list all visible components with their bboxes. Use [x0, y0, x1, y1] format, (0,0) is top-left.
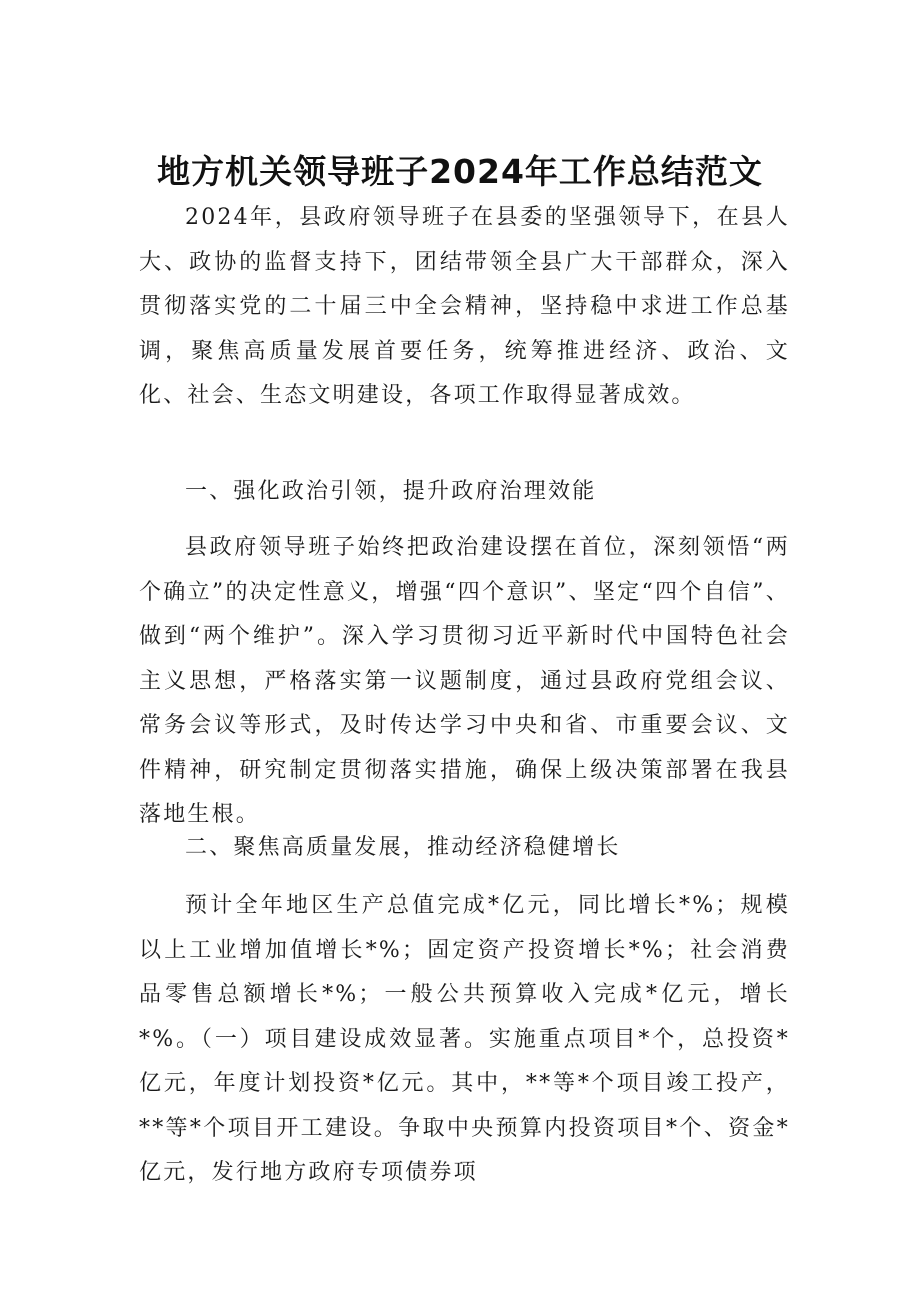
section-heading-1: 一、强化政治引领，提升政府治理效能: [185, 479, 597, 504]
section-paragraph-2: 预计全年地区生产总值完成*亿元，同比增长*%；规模以上工业增加值增长*%；固定资产投资增长*%；社会消费品零售总额增长*%；一般公共预算收入完成*亿元，增长*%。（一）项目建设成效显著。实施重点项目*个，总投资*亿元，年度计划投资*亿元。其中，**等*个项目竣工投产，**等*个项目开工建设。争取中央预算内投资项目*个、资金*亿元，发行地方政府专项债券项: [139, 893, 790, 1185]
document-title: 地方机关领导班子2024年工作总结范文: [157, 152, 763, 191]
intro-paragraph: 2024年，县政府领导班子在县委的坚强领导下，在县人大、政协的监督支持下，团结带领全县广大干部群众，深入贯彻落实党的二十届三中全会精神，坚持稳中求进工作总基调，聚焦高质量发展首要任务，统筹推进经济、政治、文化、社会、生态文明建设，各项工作取得显著成效。: [139, 205, 790, 408]
section-heading-2: 二、聚焦高质量发展，推动经济稳健增长: [185, 835, 621, 860]
section-paragraph-1: 县政府领导班子始终把政治建设摆在首位，深刻领悟“两个确立”的决定性意义，增强“四个意识”、坚定“四个自信”、做到“两个维护”。深入学习贯彻习近平新时代中国特色社会主义思想，严格落实第一议题制度，通过县政府党组会议、常务会议等形式，及时传达学习中央和省、市重要会议、文件精神，研究制定贯彻落实措施，确保上级决策部署在我县落地生根。: [139, 535, 790, 827]
